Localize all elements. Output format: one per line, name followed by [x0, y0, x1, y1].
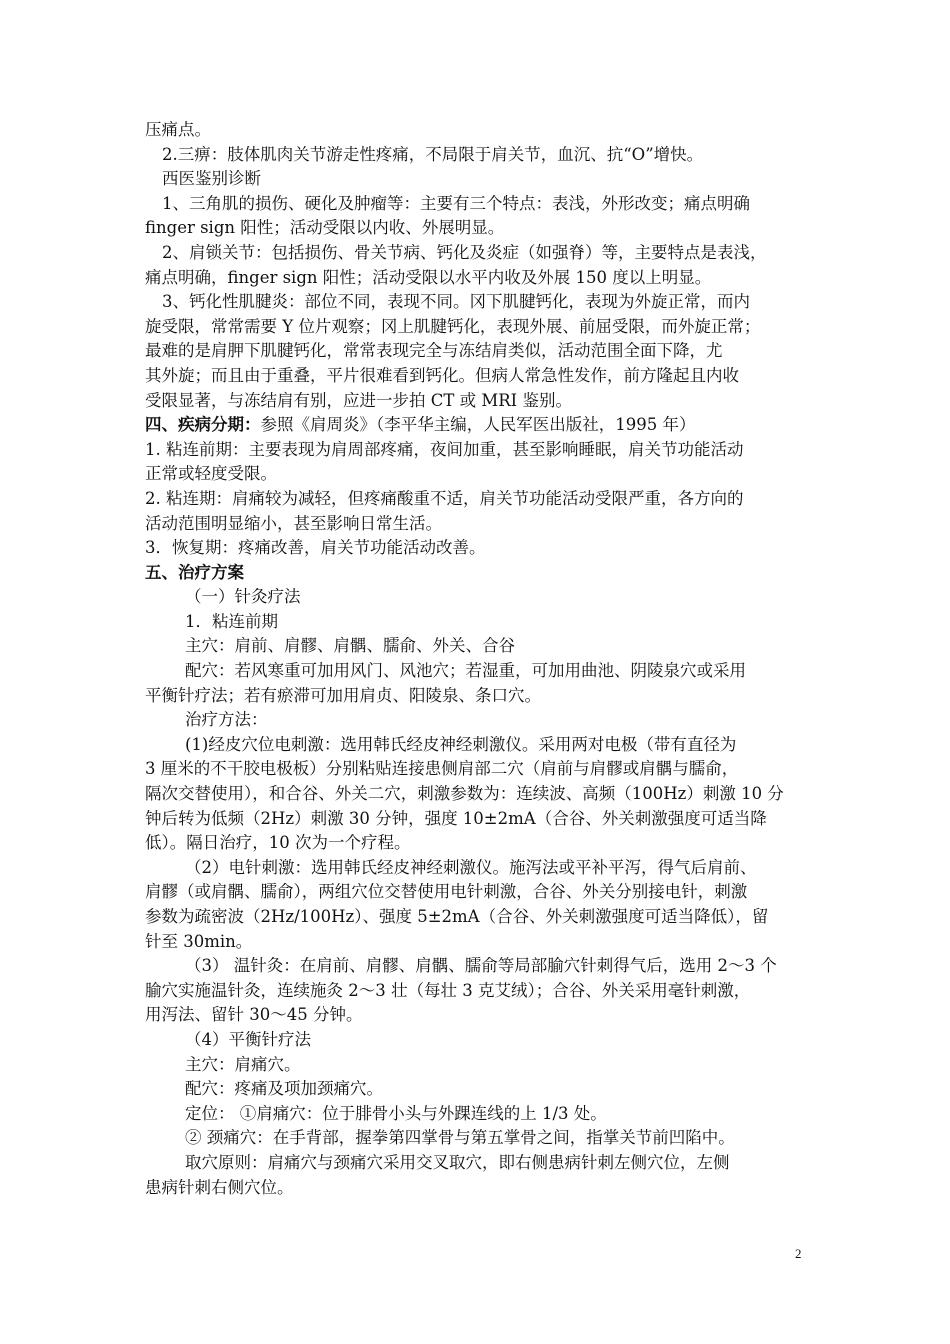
text-line: (1)经皮穴位电刺激：选用韩氏经皮神经刺激仪。采用两对电极（带有直径为	[185, 734, 737, 754]
text-line: 受限显著，与冻结肩有别，应进一步拍 CT 或 MRI 鉴别。	[145, 390, 572, 410]
text-line: 患病针刺右侧穴位。	[145, 1177, 294, 1197]
text-line: 隔次交替使用），和合谷、外关二穴，刺激参数为：连续波、高频（100Hz）刺激 10 分	[145, 784, 784, 804]
text-line: （2）电针刺激：选用韩氏经皮神经刺激仪。施泻法或平补平泻，得气后肩前、	[185, 857, 757, 877]
text-line: 痛点明确，finger sign 阳性；活动受限以水平内收及外展 150 度以上明显。	[145, 267, 712, 287]
text-line: 3、钙化性肌腱炎：部位不同，表现不同。冈下肌腱钙化，表现为外旋正常，而内	[162, 292, 750, 312]
text-line: 最难的是肩胛下肌腱钙化，常常表现完全与冻结肩类似，活动范围全面下降，尤	[145, 341, 723, 361]
subsection-heading: （4）平衡针疗法	[185, 1029, 311, 1049]
text-line: 正常或轻度受限。	[145, 464, 277, 484]
text-line: 参数为疏密波（2Hz/100Hz）、强度 5±2mA（合谷、外关刺激强度可适当降低），留	[145, 907, 769, 926]
text-line: 主穴：肩前、肩髎、肩髃、臑俞、外关、合谷	[185, 636, 515, 656]
text-line: 2.三痹：肢体肌肉关节游走性疼痛，不局限于肩关节，血沉、抗“O”增快。	[162, 144, 704, 164]
text-line: 压痛点。	[145, 120, 211, 139]
text-line: 主穴：肩痛穴。	[185, 1054, 301, 1074]
document-body	[145, 118, 810, 1200]
section-heading: 四、疾病分期：	[145, 415, 261, 435]
text-line: 配穴：若风寒重可加用风门、风池穴；若湿重，可加用曲池、阴陵泉穴或采用	[185, 661, 746, 681]
section-heading-row	[145, 413, 810, 438]
text-line: 3 厘米的不干胶电极板）分别粘贴连接患侧肩部二穴（肩前与肩髎或肩髃与臑俞，	[145, 759, 739, 779]
text-line: finger sign 阳性；活动受限以内收、外展明显。	[145, 218, 505, 238]
page-number: 2	[795, 1246, 802, 1261]
text-line: 3．恢复期：疼痛改善，肩关节功能活动改善。	[145, 538, 486, 558]
section-heading: 五、治疗方案	[145, 562, 244, 582]
text-line: 腧穴实施温针灸，连续施灸 2～3 壮（每壮 3 克艾绒）；合谷、外关采用毫针刺激，	[145, 980, 751, 1000]
section-subheading: 西医鉴别诊断	[162, 169, 261, 189]
text-line: 平衡针疗法；若有瘀滞可加用肩贞、阳陵泉、条口穴。	[145, 685, 541, 705]
text-line: 1、三角肌的损伤、硬化及肿瘤等：主要有三个特点：表浅，外形改变；痛点明确	[162, 193, 750, 213]
text-line: ② 颈痛穴：在手背部，握拳第四掌骨与第五掌骨之间，指掌关节前凹陷中。	[185, 1128, 735, 1148]
text-line: 配穴：疼痛及项加颈痛穴。	[185, 1079, 383, 1099]
text-line: 定位： ①肩痛穴：位于腓骨小头与外踝连线的上 1/3 处。	[185, 1103, 607, 1123]
text-line: 2、肩锁关节：包括损伤、骨关节病、钙化及炎症（如强脊）等，主要特点是表浅，	[162, 242, 767, 262]
text-line: 1. 粘连前期：主要表现为肩周部疼痛，夜间加重，甚至影响睡眠，肩关节功能活动	[145, 439, 744, 459]
text-line: 用泻法、留针 30～45 分钟。	[145, 1005, 363, 1025]
text-line: 治疗方法：	[185, 710, 268, 730]
text-line: 取穴原则：肩痛穴与颈痛穴采用交叉取穴，即右侧患病针刺左侧穴位，左侧	[185, 1152, 730, 1172]
text-line: 钟后转为低频（2Hz）刺激 30 分钟，强度 10±2mA（合谷、外关刺激强度可适当降	[145, 808, 767, 828]
section-reference: 参照《肩周炎》（李平华主编，人民军医出版社，1995 年）	[260, 415, 696, 435]
text-line: 其外旋；而且由于重叠，平片很难看到钙化。但病人常急性发作，前方隆起且内收	[145, 365, 739, 385]
text-line: 活动范围明显缩小，甚至影响日常生活。	[145, 513, 442, 533]
text-line: （3） 温针灸：在肩前、肩髎、肩髃、臑俞等局部腧穴针刺得气后，选用 2～3 个	[185, 956, 777, 976]
text-line: 针至 30min。	[145, 931, 253, 951]
text-line: 低）。隔日治疗，10 次为一个疗程。	[145, 833, 411, 853]
text-line: 旋受限，常常需要 Y 位片观察；冈上肌腱钙化，表现外展、前屈受限，而外旋正常；	[145, 316, 761, 336]
subsection-heading: （一）针灸疗法	[185, 587, 301, 607]
text-line: 肩髎（或肩髃、臑俞），两组穴位交替使用电针刺激，合谷、外关分别接电针，刺激	[145, 882, 748, 902]
subsection-heading: 1．粘连前期	[185, 611, 278, 631]
text-line: 2. 粘连期：肩痛较为减轻，但疼痛酸重不适，肩关节功能活动受限严重，各方向的	[145, 488, 744, 508]
